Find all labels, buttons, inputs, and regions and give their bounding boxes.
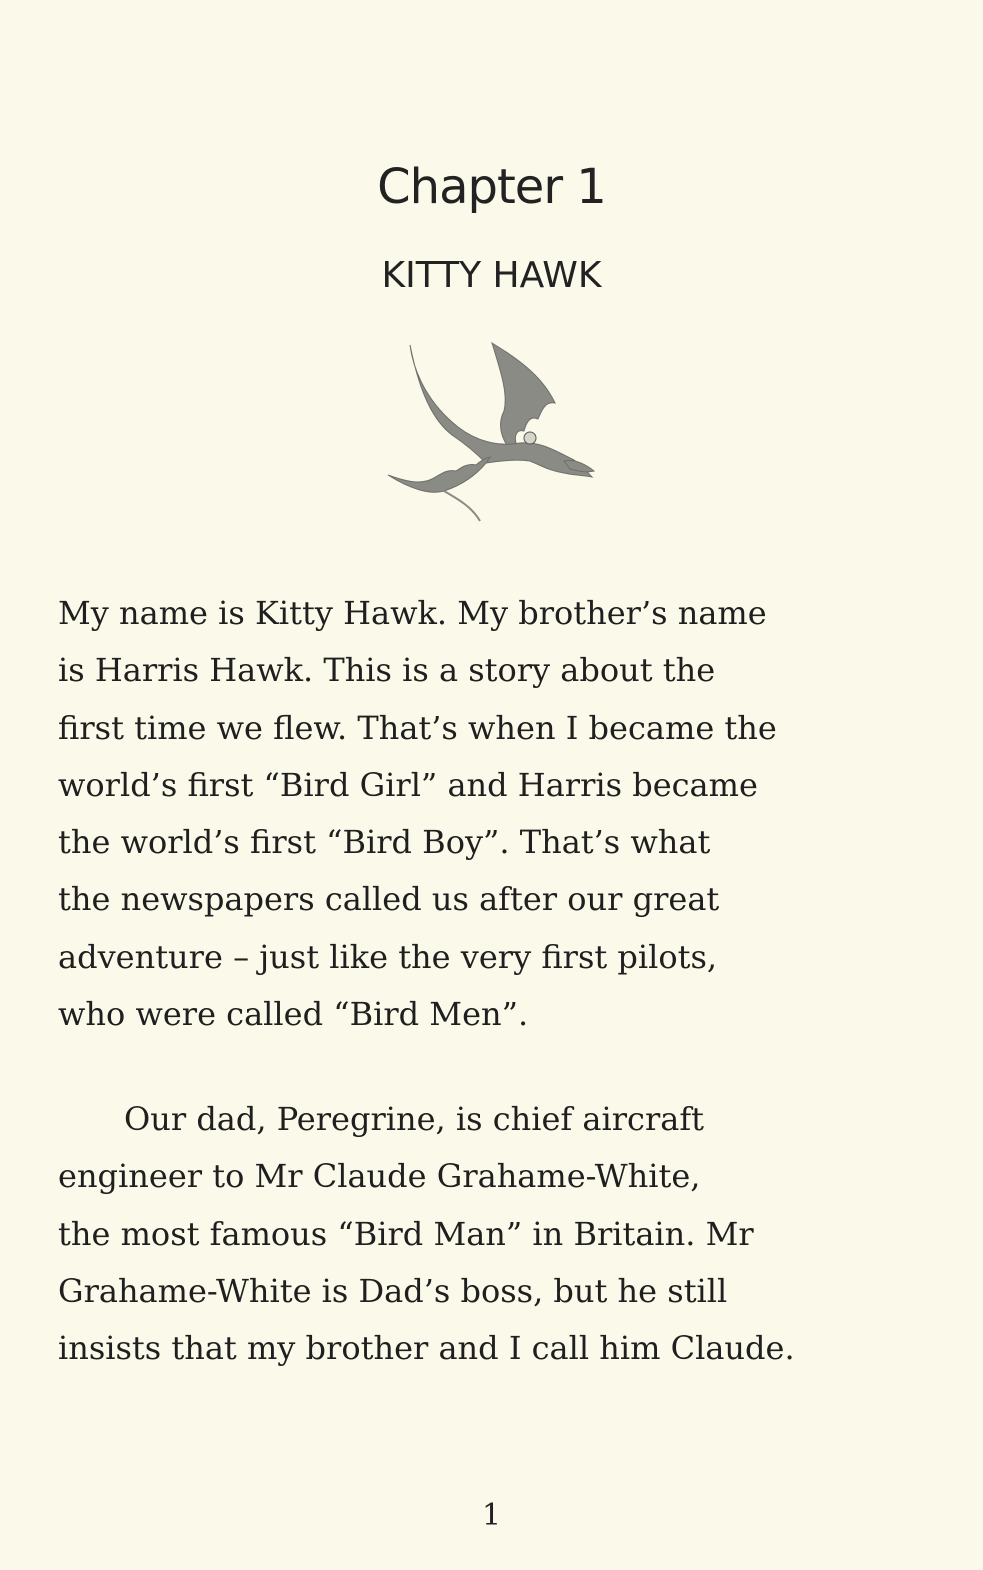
paragraph-line: world’s first “Bird Girl” and Harris became bbox=[58, 765, 758, 804]
paragraph-line: is Harris Hawk. This is a story about the bbox=[58, 651, 716, 690]
paragraph-line: insists that my brother and I call him Claude. bbox=[58, 1329, 795, 1368]
paragraph-line: the world’s first “Bird Boy”. That’s what bbox=[58, 823, 711, 862]
paragraph-line: Grahame-White is Dad’s boss, but he still bbox=[58, 1271, 728, 1310]
chapter-number: Chapter 1 bbox=[377, 159, 606, 215]
paragraph-line: the newspapers called us after our great bbox=[58, 880, 720, 919]
paragraph-2 bbox=[58, 1091, 888, 1377]
paragraph-line: adventure – just like the very first pilots, bbox=[58, 937, 718, 976]
paragraph-line: the most famous “Bird Man” in Britain. Mr bbox=[58, 1214, 754, 1253]
paragraph-line: My name is Kitty Hawk. My brother’s name bbox=[58, 594, 767, 632]
paragraph-line: who were called “Bird Men”. bbox=[58, 995, 529, 1034]
paragraph-line: Our dad, Peregrine, is chief aircraft bbox=[124, 1100, 705, 1138]
flying-dragon-illustration bbox=[380, 335, 600, 525]
paragraph-line: first time we flew. That’s when I became the bbox=[58, 708, 777, 747]
paragraph-1 bbox=[58, 585, 888, 1043]
paragraph-line: engineer to Mr Claude Grahame-White, bbox=[58, 1157, 701, 1196]
page-number: 1 bbox=[481, 1498, 502, 1533]
chapter-title: KITTY HAWK bbox=[381, 255, 602, 296]
